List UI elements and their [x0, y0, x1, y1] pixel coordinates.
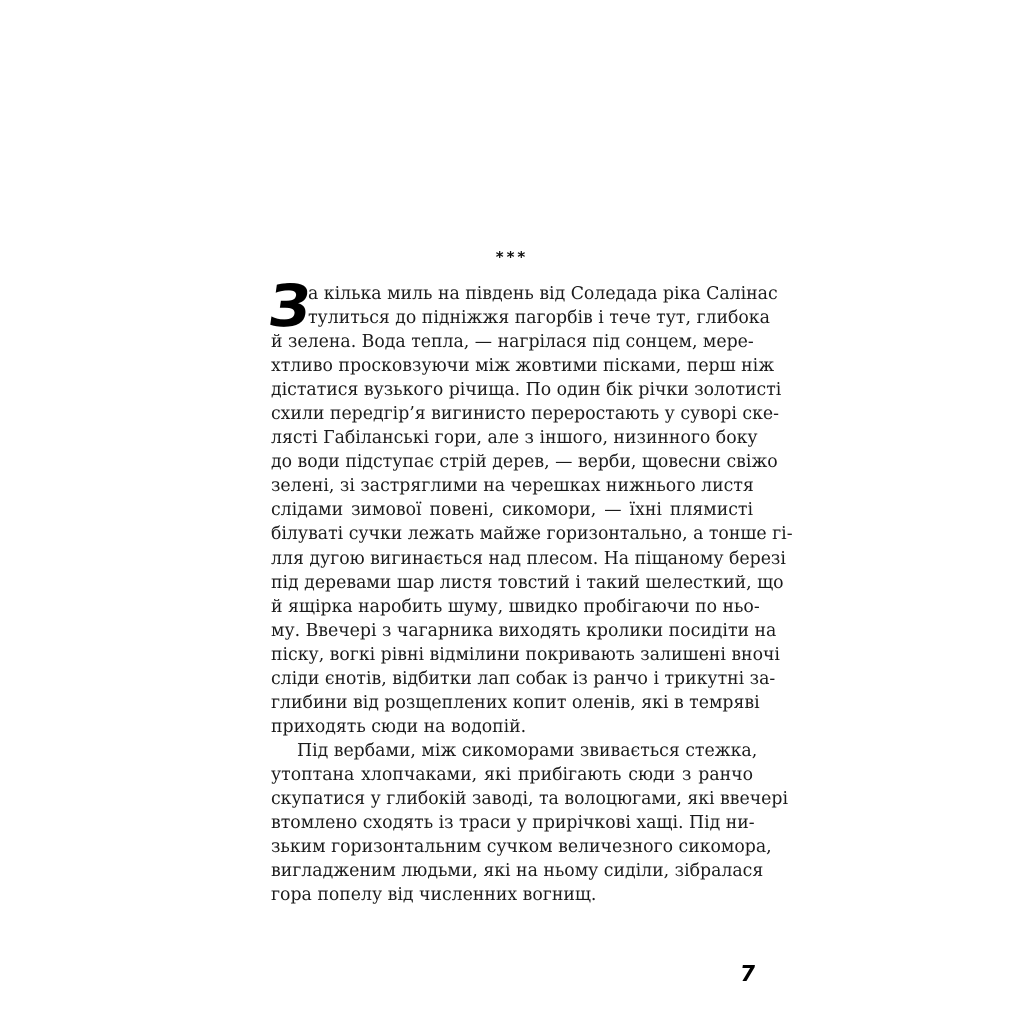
text-line: лясті Габіланські гори, але з іншого, низинного боку	[271, 428, 758, 449]
text-line: втомлено сходять із траси у прирічкові хащі. Під ни-	[271, 813, 755, 834]
paragraph-1	[271, 282, 793, 739]
text-line: тулиться до підніжжя пагорбів і тече тут, глибока	[308, 308, 770, 329]
text-line: схили передгір’я вигинисто переростають у суворі ске-	[271, 404, 779, 425]
text-line: приходять сюди на водопій.	[271, 716, 527, 737]
drop-cap: З	[264, 272, 315, 340]
text-line: піску, вогкі рівні відмілини покривають залишені вночі	[271, 644, 780, 665]
text-line: зелені, зі застряглими на черешках нижнього листя	[271, 476, 754, 497]
text-line: слідами зимової повені, сикомори, — їхні плямисті	[271, 500, 753, 521]
text-line: вигладженим людьми, які на ньому сиділи, зібралася	[271, 861, 764, 882]
text-line: гора попелу від численних вогнищ.	[271, 885, 597, 906]
paragraph-2	[271, 739, 788, 907]
text-line: білуваті сучки лежать майже горизонтально, а тонше гі-	[271, 524, 793, 545]
text-line: лля дугою вигинається над плесом. На піщаному березі	[271, 548, 786, 569]
text-line: утоптана хлопчаками, які прибігають сюди з ранчо	[271, 764, 753, 785]
text-line: дістатися вузького річища. По один бік річки золотисті	[271, 380, 782, 401]
page-number: 7	[738, 962, 758, 987]
text-line: скупатися у глибокій заводі, та волоцюгами, які ввечері	[271, 788, 788, 809]
text-line: хтливо просковзуючи між жовтими пісками, перш ніж	[271, 356, 775, 377]
text-line: глибини від розщеплених копит оленів, які в темряві	[271, 692, 760, 713]
text-line: до води підступає стрій дерев, — верби, щовесни свіжо	[271, 452, 778, 473]
text-line: Під вербами, між сикоморами звивається стежка,	[297, 740, 758, 761]
text-line: сліди єнотів, відбитки лап собак із ранчо і трикутні за-	[271, 668, 776, 689]
section-break-ornament: ⁎⁎⁎	[495, 244, 529, 262]
text-line: а кілька миль на південь від Соледада ріка Салінас	[308, 284, 778, 304]
body-text	[264, 272, 793, 907]
text-line: му. Ввечері з чагарника виходять кролики посидіти на	[271, 620, 777, 641]
text-line: й ящірка наробить шуму, швидко пробігаючи по ньо-	[271, 596, 760, 617]
text-line: під деревами шар листя товстий і такий шелесткий, що	[271, 572, 784, 593]
text-line: й зелена. Вода тепла, — нагрілася під сонцем, мере-	[271, 332, 754, 353]
text-line: зьким горизонтальним сучком величезного сикомора,	[271, 837, 772, 858]
